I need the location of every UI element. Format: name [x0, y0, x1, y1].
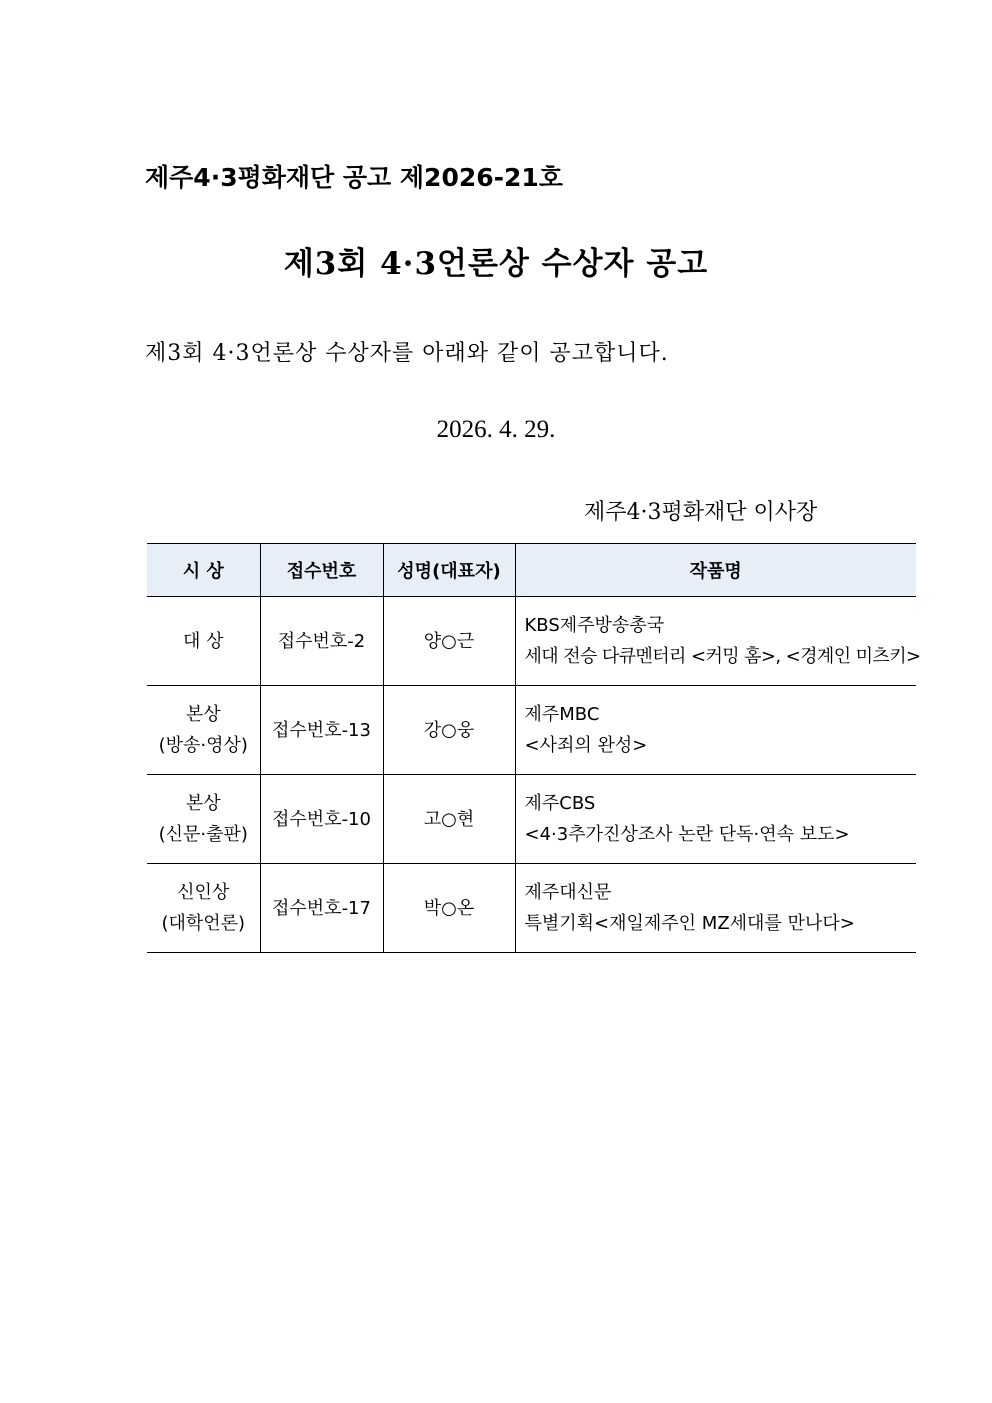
name-cell: 양○근	[383, 597, 515, 686]
award-category: (신문·출판)	[158, 824, 248, 845]
award-label: 본상	[185, 793, 221, 814]
work-cell	[515, 775, 916, 864]
name-cell: 고○현	[383, 775, 515, 864]
award-category: (방송·영상)	[158, 735, 248, 756]
table-header-row	[147, 544, 916, 597]
work-title: <사죄의 완성>	[524, 735, 648, 756]
name-cell: 강○웅	[383, 686, 515, 775]
table-row	[147, 597, 916, 686]
work-outlet: KBS제주방송총국	[524, 615, 665, 636]
table-row	[147, 686, 916, 775]
work-cell	[515, 864, 916, 953]
work-outlet: 제주CBS	[524, 793, 596, 814]
receipt-cell: 접수번호-17	[260, 864, 383, 953]
signatory: 제주4·3평화재단 이사장	[584, 500, 818, 525]
work-title: <4·3추가진상조사 논란 단독·연속 보도>	[524, 824, 850, 845]
award-label: 대 상	[183, 630, 224, 652]
award-cell	[147, 775, 260, 864]
receipt-cell: 접수번호-13	[260, 686, 383, 775]
announcement-date: 2026. 4. 29.	[436, 416, 556, 443]
column-header-receipt: 접수번호	[260, 544, 383, 597]
receipt-cell: 접수번호-2	[260, 597, 383, 686]
award-label: 신인상	[177, 882, 230, 903]
award-cell	[147, 864, 260, 953]
page-title: 제3회 4·3언론상 수상자 공고	[283, 246, 709, 282]
column-header-work: 작품명	[515, 544, 916, 597]
table-row	[147, 864, 916, 953]
award-label: 본상	[185, 704, 221, 725]
table-row	[147, 775, 916, 864]
awards-table	[147, 543, 921, 953]
work-title: 세대 전승 다큐멘터리 <커밍 홈>, <경계인 미츠키>	[524, 646, 921, 667]
column-header-award: 시 상	[147, 544, 260, 597]
receipt-cell: 접수번호-10	[260, 775, 383, 864]
award-category: (대학언론)	[161, 913, 246, 934]
work-title: 특별기획<재일제주인 MZ세대를 만나다>	[524, 913, 855, 934]
column-header-name: 성명(대표자)	[383, 544, 515, 597]
work-outlet: 제주MBC	[524, 704, 600, 725]
name-cell: 박○온	[383, 864, 515, 953]
work-cell	[515, 686, 916, 775]
award-cell	[147, 686, 260, 775]
award-cell	[147, 597, 260, 686]
work-outlet: 제주대신문	[524, 882, 612, 903]
announcement-text: 제3회 4·3언론상 수상자를 아래와 같이 공고합니다.	[145, 341, 669, 366]
notice-number: 제주4·3평화재단 공고 제2026-21호	[145, 163, 563, 192]
work-cell	[515, 597, 921, 686]
